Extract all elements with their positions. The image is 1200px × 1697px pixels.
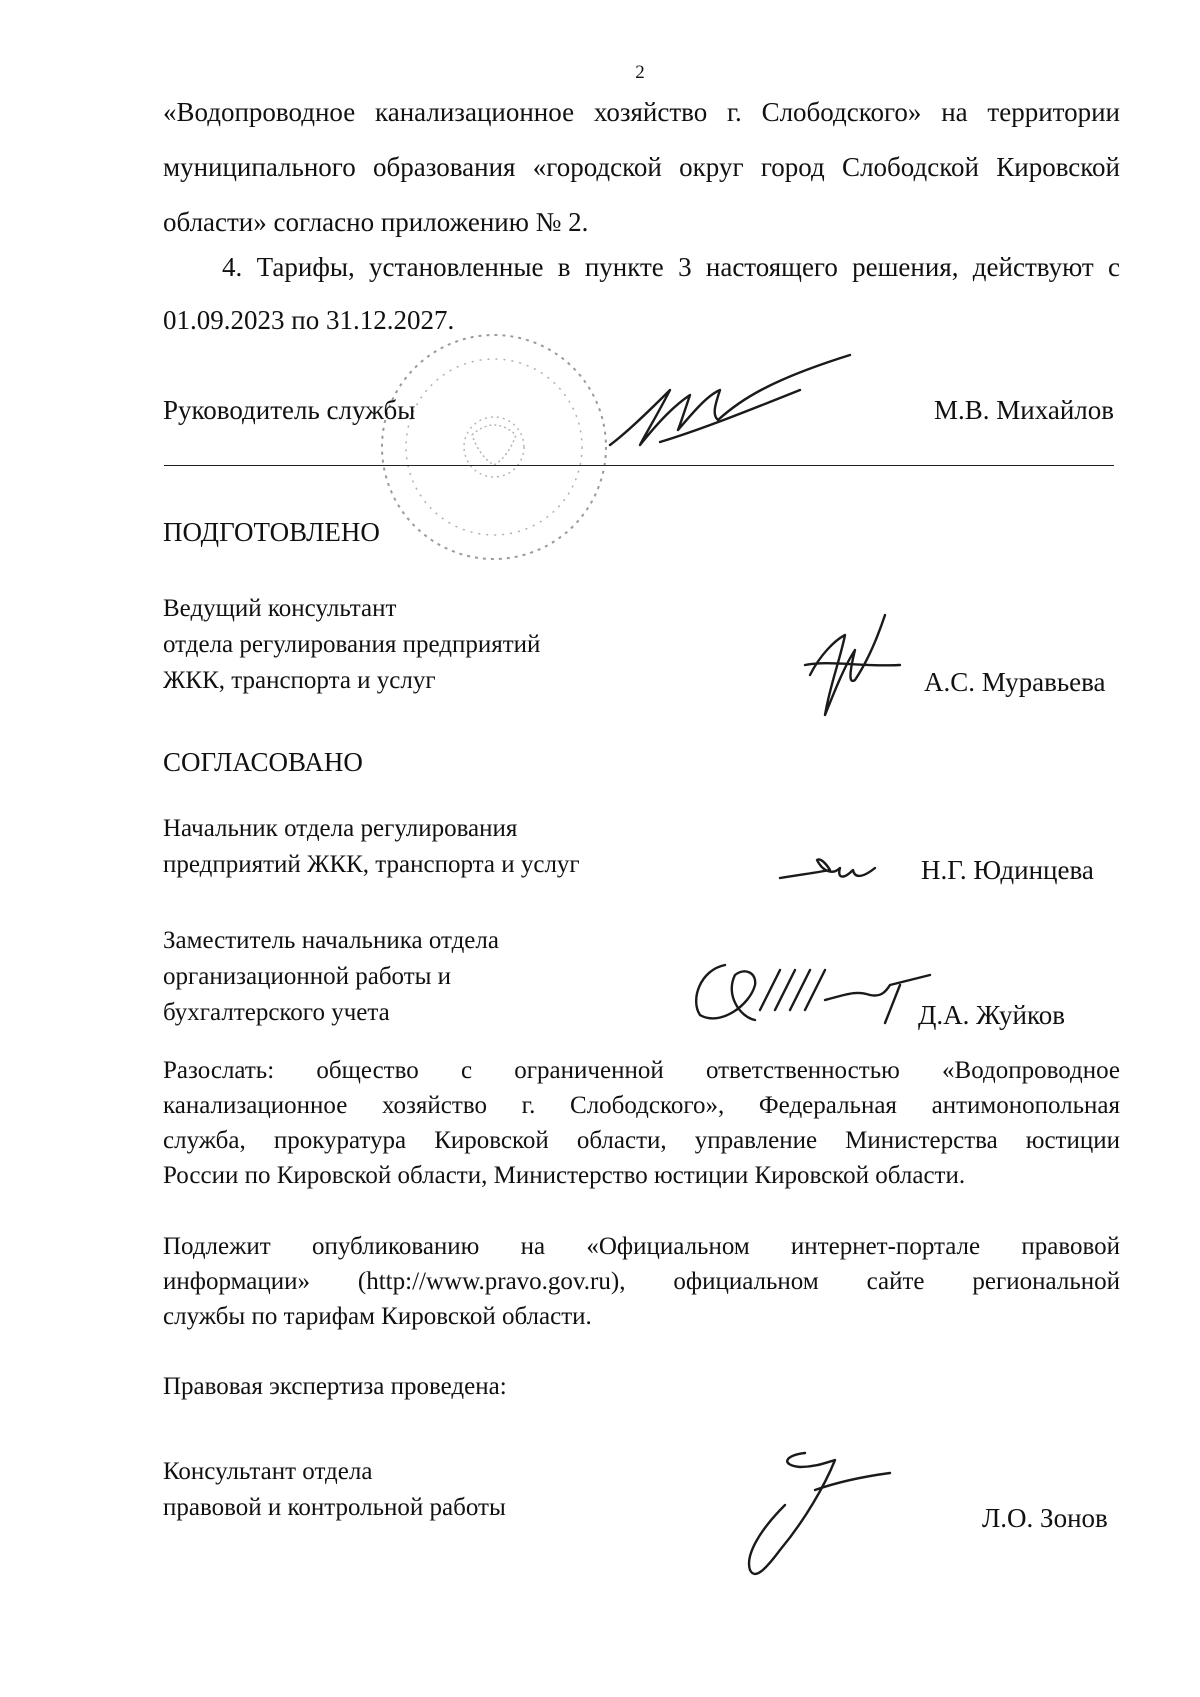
- prepared-heading: ПОДГОТОВЛЕНО: [163, 517, 380, 547]
- agreed-signer-2-name: Д.А. Жуйков: [918, 1000, 1065, 1030]
- legal-review-signature: [725, 1445, 895, 1585]
- agreed-heading: СОГЛАСОВАНО: [163, 747, 363, 777]
- distribution-line: Разослать: общество с ограниченной ответственностью «Водопроводное: [163, 1057, 1120, 1084]
- agreed-signer-1-name: Н.Г. Юдинцева: [921, 855, 1094, 885]
- head-position: Руководитель службы: [163, 395, 416, 425]
- prepared-position-line: Ведущий консультант: [163, 595, 397, 622]
- publication-line: службы по тарифам Кировской области.: [163, 1303, 592, 1330]
- paragraph-line: области» согласно приложению № 2.: [163, 207, 589, 237]
- item-4-line: 4. Тарифы, установленные в пункте 3 настоящего решения, действуют с: [222, 252, 1120, 282]
- prepared-name: А.С. Муравьева: [924, 667, 1106, 697]
- prepared-position-line: отдела регулирования предприятий: [163, 631, 541, 658]
- paragraph-line: «Водопроводное канализационное хозяйство г. Слободского» на территории: [163, 97, 1120, 127]
- agreed-signer-1-position-line: предприятий ЖКК, транспорта и услуг: [163, 851, 580, 878]
- head-name: М.В. Михайлов: [934, 395, 1115, 425]
- publication-line: Подлежит опубликованию на «Официальном интернет-портале правовой: [163, 1233, 1120, 1260]
- official-stamp: [372, 325, 617, 570]
- publication-line: информации» (http://www.pravo.gov.ru), официальном сайте региональной: [163, 1268, 1120, 1295]
- divider-line: [164, 465, 1114, 466]
- item-4-line: 01.09.2023 по 31.12.2027.: [163, 305, 455, 335]
- head-signature: [600, 350, 860, 460]
- distribution-line: служба, прокуратура Кировской области, управление Министерства юстиции: [163, 1127, 1120, 1154]
- legal-review-position-line: Консультант отдела: [163, 1458, 373, 1485]
- agreed-signer-2-signature: [685, 955, 935, 1030]
- agreed-signer-2-position-line: Заместитель начальника отдела: [163, 927, 499, 954]
- agreed-signer-1-signature: [775, 850, 885, 890]
- distribution-line: России по Кировской области, Министерство юстиции Кировской области.: [163, 1162, 966, 1189]
- prepared-position-line: ЖКК, транспорта и услуг: [163, 667, 436, 694]
- legal-review-heading: Правовая экспертиза проведена:: [163, 1373, 507, 1400]
- agreed-signer-1-position-line: Начальник отдела регулирования: [163, 815, 518, 842]
- distribution-line: канализационное хозяйство г. Слободского», Федеральная антимонопольная: [163, 1092, 1120, 1119]
- paragraph-line: муниципального образования «городской округ город Слободской Кировской: [163, 152, 1120, 182]
- legal-review-position-line: правовой и контрольной работы: [163, 1494, 506, 1521]
- agreed-signer-2-position-line: бухгалтерского учета: [163, 999, 390, 1026]
- agreed-signer-2-position-line: организационной работы и: [163, 963, 452, 990]
- legal-review-name: Л.О. Зонов: [982, 1503, 1108, 1533]
- page-number: 2: [635, 62, 645, 83]
- prepared-signature: [800, 605, 920, 725]
